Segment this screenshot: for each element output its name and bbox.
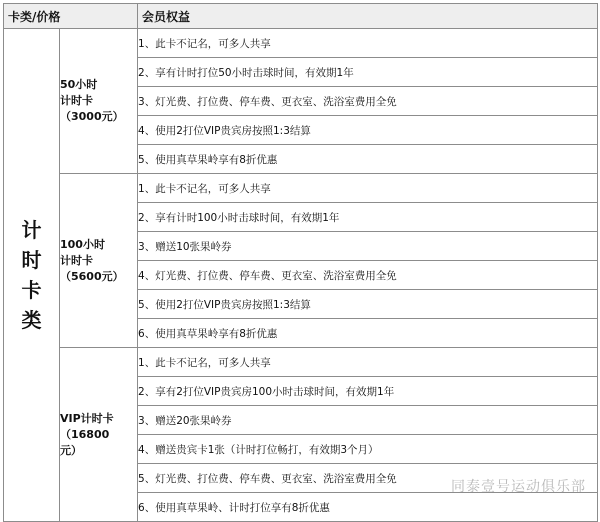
benefit-item: 6、使用真草果岭、计时打位享有8折优惠 (138, 493, 598, 522)
benefit-item: 3、赠送20张果岭券 (138, 406, 598, 435)
header-card-price: 卡类/价格 (4, 4, 138, 29)
header-row (4, 4, 598, 29)
card-name: 50小时 计时卡 （3000元） (60, 78, 124, 123)
benefit-item: 3、赠送10张果岭券 (138, 232, 598, 261)
watermark-text: 同泰壹号运动俱乐部 (451, 479, 586, 495)
category-cell (4, 29, 60, 522)
table-row (4, 348, 598, 377)
benefit-item: 5、使用真草果岭享有8折优惠 (138, 145, 598, 174)
table-row (4, 29, 598, 58)
card-name: 100小时 计时卡 （5600元） (60, 237, 124, 283)
card-name-cell (60, 348, 138, 522)
benefit-item: 1、此卡不记名，可多人共享 (138, 348, 598, 377)
benefit-item: 5、使用2打位VIP贵宾房按照1:3结算 (138, 290, 598, 319)
benefit-item: 1、此卡不记名，可多人共享 (138, 29, 598, 58)
card-name-cell (60, 174, 138, 348)
benefit-item: 1、此卡不记名，可多人共享 (138, 174, 598, 203)
benefit-item: 5、灯光费、打位费、停车费、更衣室、洗浴室费用全免 (138, 464, 598, 493)
membership-table (3, 3, 598, 522)
benefit-item: 3、灯光费、打位费、停车费、更衣室、洗浴室费用全免 (138, 87, 598, 116)
category-label: 计时卡类 (21, 218, 42, 332)
benefit-item: 4、赠送贵宾卡1张（计时打位畅打，有效期3个月） (138, 435, 598, 464)
benefit-item: 6、使用真草果岭享有8折优惠 (138, 319, 598, 348)
benefit-item: 2、享有2打位VIP贵宾房100小时击球时间，有效期1年 (138, 377, 598, 406)
table-body (4, 4, 598, 522)
header-benefits: 会员权益 (138, 4, 598, 29)
benefit-item: 4、灯光费、打位费、停车费、更衣室、洗浴室费用全免 (138, 261, 598, 290)
card-name-cell (60, 29, 138, 174)
benefit-item: 2、享有计时打位50小时击球时间，有效期1年 (138, 58, 598, 87)
card-name: VIP计时卡 （16800 元） (60, 411, 114, 457)
benefit-item: 4、使用2打位VIP贵宾房按照1:3结算 (138, 116, 598, 145)
table-row (4, 174, 598, 203)
benefit-item: 2、享有计时100小时击球时间，有效期1年 (138, 203, 598, 232)
